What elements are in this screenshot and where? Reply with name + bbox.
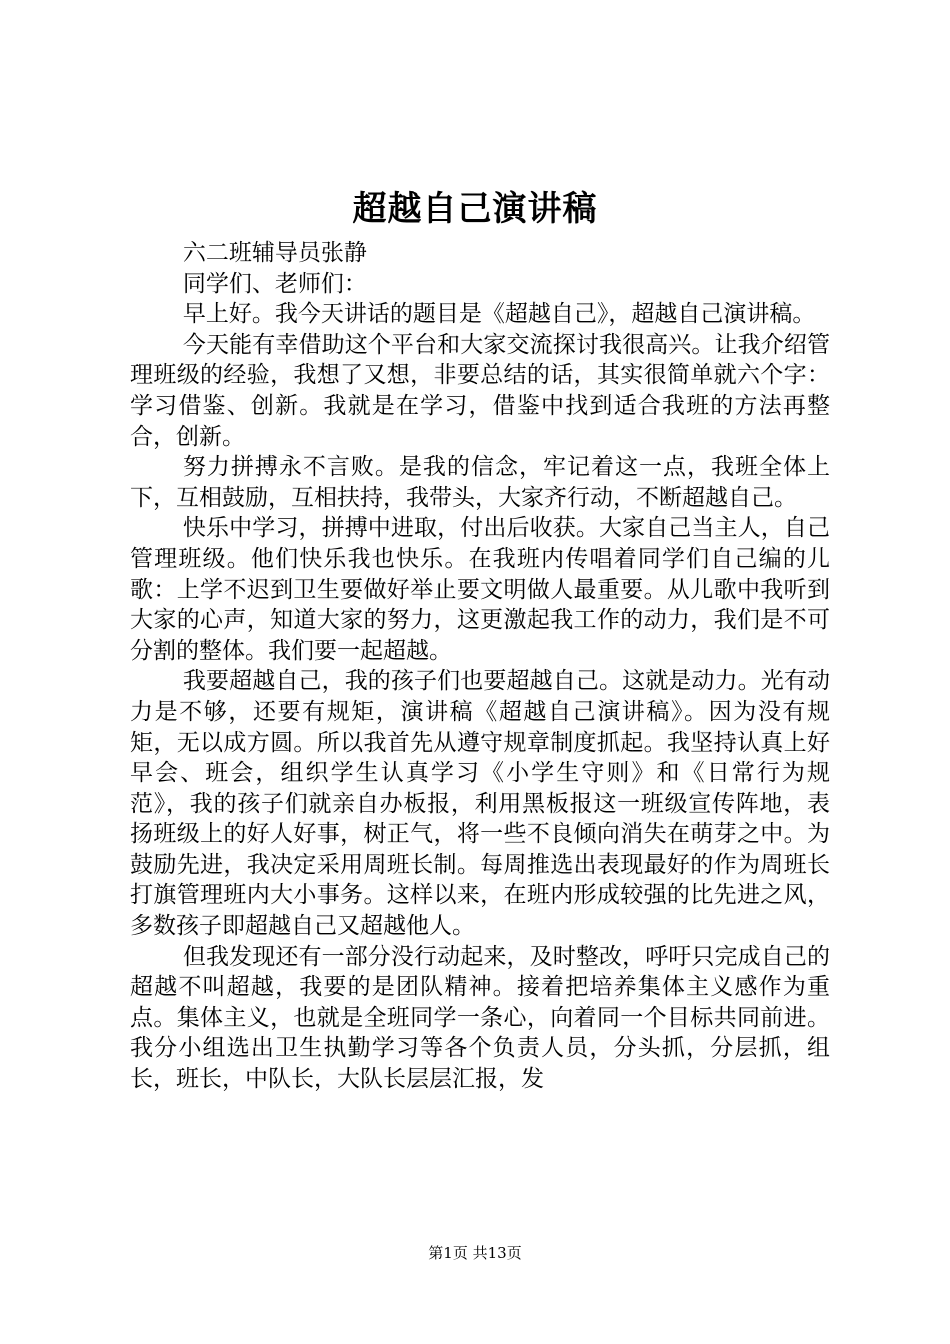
document-title: 超越自己演讲稿 [352, 189, 598, 229]
document-body [130, 238, 830, 1095]
paragraph-6: 但我发现还有一部分没行动起来，及时整改，呼吁只完成自己的超越不叫超越，我要的是团队精神。接着把培养集体主义感作为重点。集体主义，也就是全班同学一条心，向着同一个目标共同前进。我分小组选出卫生执勤学习等各个负责人员，分头抓，分层抓，组长，班长，中队长，大队长层层汇报，发 [130, 943, 830, 1093]
paragraph-2: 今天能有幸借助这个平台和大家交流探讨我很高兴。让我介绍管理班级的经验，我想了又想，非要总结的话，其实很简单就六个字：学习借鉴、创新。我就是在学习，借鉴中找到适合我班的方法再整合，创新。 [130, 331, 830, 450]
page-footer: 第1页 共13页 [428, 1244, 522, 1262]
salutation: 同学们、老师们： [182, 270, 367, 297]
paragraph-4: 快乐中学习，拼搏中进取，付出后收获。大家自己当主人，自己管理班级。他们快乐我也快乐。在我班内传唱着同学们自己编的儿歌：上学不迟到卫生要做好举止要文明做人最重要。从儿歌中我听到大家的心声，知道大家的努力，这更激起我工作的动力，我们是不可分割的整体。我们要一起超越。 [130, 515, 830, 664]
author-line: 六二班辅导员张静 [182, 240, 367, 266]
paragraph-5: 我要超越自己，我的孩子们也要超越自己。这就是动力。光有动力是不够，还要有规矩，演讲稿《超越自己演讲稿》。因为没有规矩，无以成方圆。所以我首先从遵守规章制度抓起。我坚持认真上好早会、班会，组织学生认真学习《小学生守则》和《日常行为规范》，我的孩子们就亲自办板报，利用黑板报这一班级宣传阵地，表扬班级上的好人好事，树正气，将一些不良倾向消失在萌芽之中。为鼓励先进，我决定采用周班长制。每周推选出表现最好的作为周班长打旗管理班内大小事务。这样以来，在班内形成较强的比先进之风，多数孩子即超越自己又超越他人。 [130, 668, 830, 940]
paragraph-3: 努力拼搏永不言败。是我的信念，牢记着这一点，我班全体上下，互相鼓励，互相扶持，我带头，大家齐行动，不断超越自己。 [130, 454, 830, 511]
paragraph-1: 早上好。我今天讲话的题目是《超越自己》，超越自己演讲稿。 [182, 301, 816, 328]
